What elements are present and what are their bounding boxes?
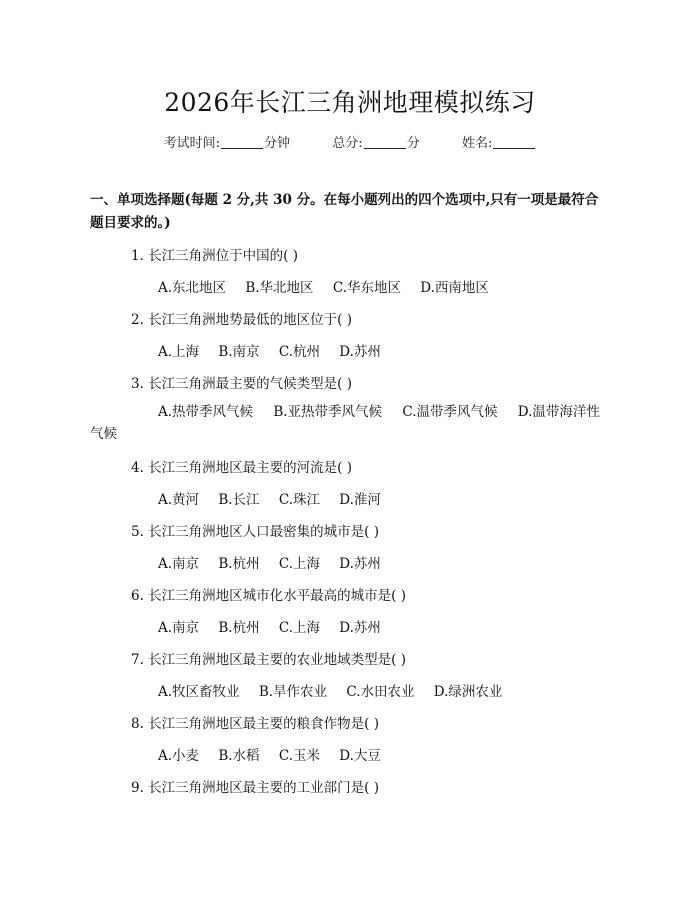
option-c: C.水田农业 — [346, 684, 415, 700]
question-3 — [131, 372, 352, 392]
option-c: C.上海 — [278, 620, 320, 636]
question-number: 4. — [131, 460, 144, 476]
option-a: A.牧区畜牧业 — [158, 684, 240, 700]
option-c: C.上海 — [278, 556, 320, 572]
question-2-options — [158, 340, 396, 360]
question-text: 长江三角洲地区最主要的工业部门是( ) — [148, 780, 380, 796]
option-a: A.南京 — [158, 620, 200, 636]
option-a: A.东北地区 — [158, 280, 227, 296]
option-b: B.水稻 — [218, 748, 260, 764]
question-4 — [131, 456, 352, 476]
question-text: 长江三角洲地区人口最密集的城市是( ) — [148, 524, 380, 540]
option-a: A.小麦 — [158, 748, 200, 764]
option-b: B.旱作农业 — [258, 684, 328, 700]
option-c: C.珠江 — [278, 492, 320, 508]
option-d: D.苏州 — [339, 556, 381, 572]
question-1-options — [158, 276, 504, 296]
question-text: 长江三角洲地区最主要的农业地域类型是( ) — [148, 652, 407, 668]
exam-info-line — [0, 132, 700, 151]
page-title: 2026年长江三角洲地理模拟练习 — [164, 88, 536, 117]
name-blank — [493, 136, 535, 149]
option-b: B.长江 — [218, 492, 260, 508]
option-d: D.大豆 — [339, 748, 381, 764]
option-b: B.亚热带季风气候 — [273, 404, 383, 420]
option-d: D.西南地区 — [420, 280, 489, 296]
name-label: 姓名: — [461, 136, 493, 151]
question-text: 长江三角洲地区最主要的粮食作物是( ) — [148, 716, 380, 732]
option-b: B.杭州 — [218, 620, 260, 636]
option-b: B.南京 — [218, 344, 260, 360]
question-text: 长江三角洲地区城市化水平最高的城市是( ) — [148, 588, 407, 604]
option-d: D.绿洲农业 — [433, 684, 503, 700]
question-text: 长江三角洲位于中国的( ) — [148, 248, 299, 264]
time-label: 考试时间: — [163, 136, 220, 151]
option-c: C.华东地区 — [332, 280, 401, 296]
question-number: 2. — [131, 312, 144, 328]
section-heading: 一、单项选择题(每题 2 分,共 30 分。在每小题列出的四个选项中,只有一项是最符合题目要求的。) — [90, 192, 599, 231]
question-number: 6. — [131, 588, 144, 604]
question-number: 9. — [131, 780, 144, 796]
option-c: C.玉米 — [278, 748, 320, 764]
question-6-options — [158, 616, 396, 636]
question-5 — [131, 520, 379, 540]
question-7-options — [158, 680, 517, 700]
question-number: 7. — [131, 652, 144, 668]
option-d: D.淮河 — [339, 492, 381, 508]
question-7 — [131, 648, 406, 668]
question-3-options — [90, 401, 610, 445]
question-8 — [131, 712, 379, 732]
question-text: 长江三角洲最主要的气候类型是( ) — [148, 376, 353, 392]
option-a: A.热带季风气候 — [158, 404, 254, 420]
score-blank — [364, 136, 406, 149]
question-text: 长江三角洲地区最主要的河流是( ) — [148, 460, 353, 476]
time-unit: 分钟 — [264, 136, 291, 151]
option-d: D.苏州 — [339, 344, 381, 360]
question-number: 5. — [131, 524, 144, 540]
option-d: D.苏州 — [339, 620, 381, 636]
option-a: A.上海 — [158, 344, 200, 360]
option-b: B.华北地区 — [245, 280, 314, 296]
score-label: 总分: — [332, 136, 363, 151]
option-d: D.温带海洋性气候 — [90, 404, 600, 442]
question-text: 长江三角洲地势最低的地区位于( ) — [148, 312, 353, 328]
option-b: B.杭州 — [218, 556, 260, 572]
score-unit: 分 — [406, 136, 420, 151]
question-2 — [131, 308, 352, 328]
question-number: 1. — [131, 248, 144, 264]
time-blank — [221, 136, 263, 149]
question-1 — [131, 244, 298, 264]
question-8-options — [158, 744, 396, 764]
question-6 — [131, 584, 406, 604]
option-c: C.杭州 — [278, 344, 320, 360]
option-a: A.南京 — [158, 556, 200, 572]
question-number: 8. — [131, 716, 144, 732]
question-4-options — [158, 488, 396, 508]
question-9 — [131, 776, 379, 796]
option-a: A.黄河 — [158, 492, 200, 508]
question-5-options — [158, 552, 396, 572]
option-c: C.温带季风气候 — [402, 404, 498, 420]
question-number: 3. — [131, 376, 144, 392]
